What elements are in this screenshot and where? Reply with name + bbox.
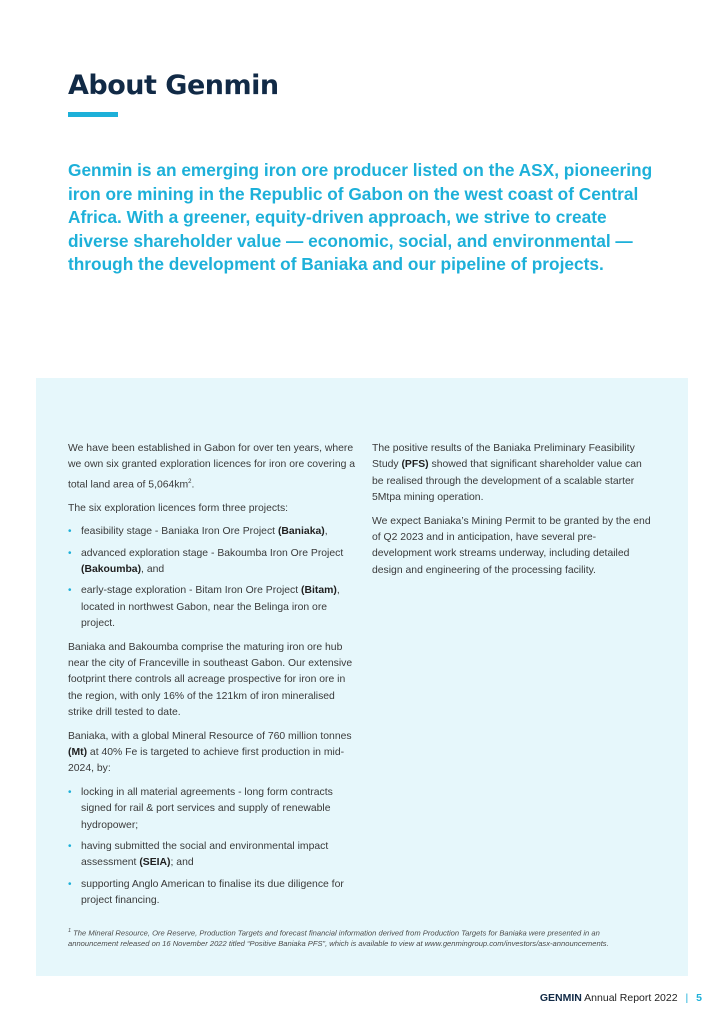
footer-brand: GENMIN [539, 992, 582, 1004]
list-item: • locking in all material agreements - long form contracts signed for rail & port services and supply of renewable hydropower; [68, 786, 333, 831]
bullet-icon: • [68, 526, 72, 538]
hub-paragraph: Baniaka and Bakoumba comprise the maturing iron ore hub near the city of Franceville in southeast Gabon. Our extensive footprint there controls all acreage prospective for iron ore in the region, with only 16% of the 121km of iron mineralised strike drill tested to date. [68, 641, 353, 719]
list-item: • supporting Anglo American to finalise its due diligence for project financing. [68, 878, 344, 907]
actions-list [68, 785, 358, 910]
pfs-paragraph: The positive results of the Baniaka Preliminary Feasibility Study (PFS) showed that significant shareholder value can be realised through the development of a scalable starter 5Mtpa mining operation. [372, 443, 642, 504]
bullet-icon: • [68, 786, 72, 798]
bullet-icon: • [68, 547, 72, 559]
bullet-icon: • [68, 878, 72, 890]
intro-statement: Genmin is an emerging iron ore producer listed on the ASX, pioneering iron ore mining in the Republic of Gabon on the west coast of Central Africa. With a greener, equity-driven approach, we strive to create diverse shareholder value — economic, social, and environmental — through the development of Baniaka and our pipeline of projects. [68, 160, 653, 274]
page-footer [540, 992, 702, 1004]
page-number: 5 [696, 992, 702, 1004]
footer-separator: | [685, 992, 689, 1004]
left-column [68, 441, 358, 917]
bullet-icon: • [68, 585, 72, 597]
footer-report-title: Annual Report 2022 [584, 992, 678, 1004]
footnote-marker: 1 [68, 928, 72, 934]
baniaka-paragraph: Baniaka, with a global Mineral Resource of 760 million tonnes (Mt) at 40% Fe is targeted to achieve first production in mid-2024, by: [68, 730, 352, 775]
footnote: $^1$ The Mineral Resource, Ore Reserve, Production Targets and forecast financial information derived from Production Targets for Baniaka were presented in an announcement released on 16 November 2022 titled “Positive Baniaka PFS”, which is available to view at www.genmingroup.com/investors/asx-announcements. [68, 928, 609, 949]
list-item: • having submitted the social and environmental impact assessment (SEIA); and [68, 841, 329, 869]
projects-list [68, 524, 358, 632]
mining-permit-paragraph: We expect Baniaka’s Mining Permit to be granted by the end of Q2 2023 and in anticipation, have several pre-development work streams underway, including detailed design and engineering of the processing facility. [372, 515, 651, 576]
list-item: • advanced exploration stage - Bakoumba Iron Ore Project (Bakoumba), and [68, 547, 344, 575]
list-item: • early-stage exploration - Bitam Iron Ore Project (Bitam), located in northwest Gabon, near the Belinga iron ore project. [68, 585, 340, 630]
page-title: About Genmin [68, 70, 279, 101]
footnote-ref: 2 [188, 478, 192, 485]
licences-paragraph: The six exploration licences form three projects: [68, 502, 289, 514]
right-column [372, 441, 654, 586]
title-underline [68, 112, 118, 117]
list-item: • feasibility stage - Baniaka Iron Ore Project (Baniaka), [68, 524, 358, 540]
establishment-paragraph: We have been established in Gabon for over ten years, where we own six granted exploration licences for iron ore covering a total land area of $5,064km^2$. [68, 443, 356, 491]
bullet-icon: • [68, 841, 72, 852]
